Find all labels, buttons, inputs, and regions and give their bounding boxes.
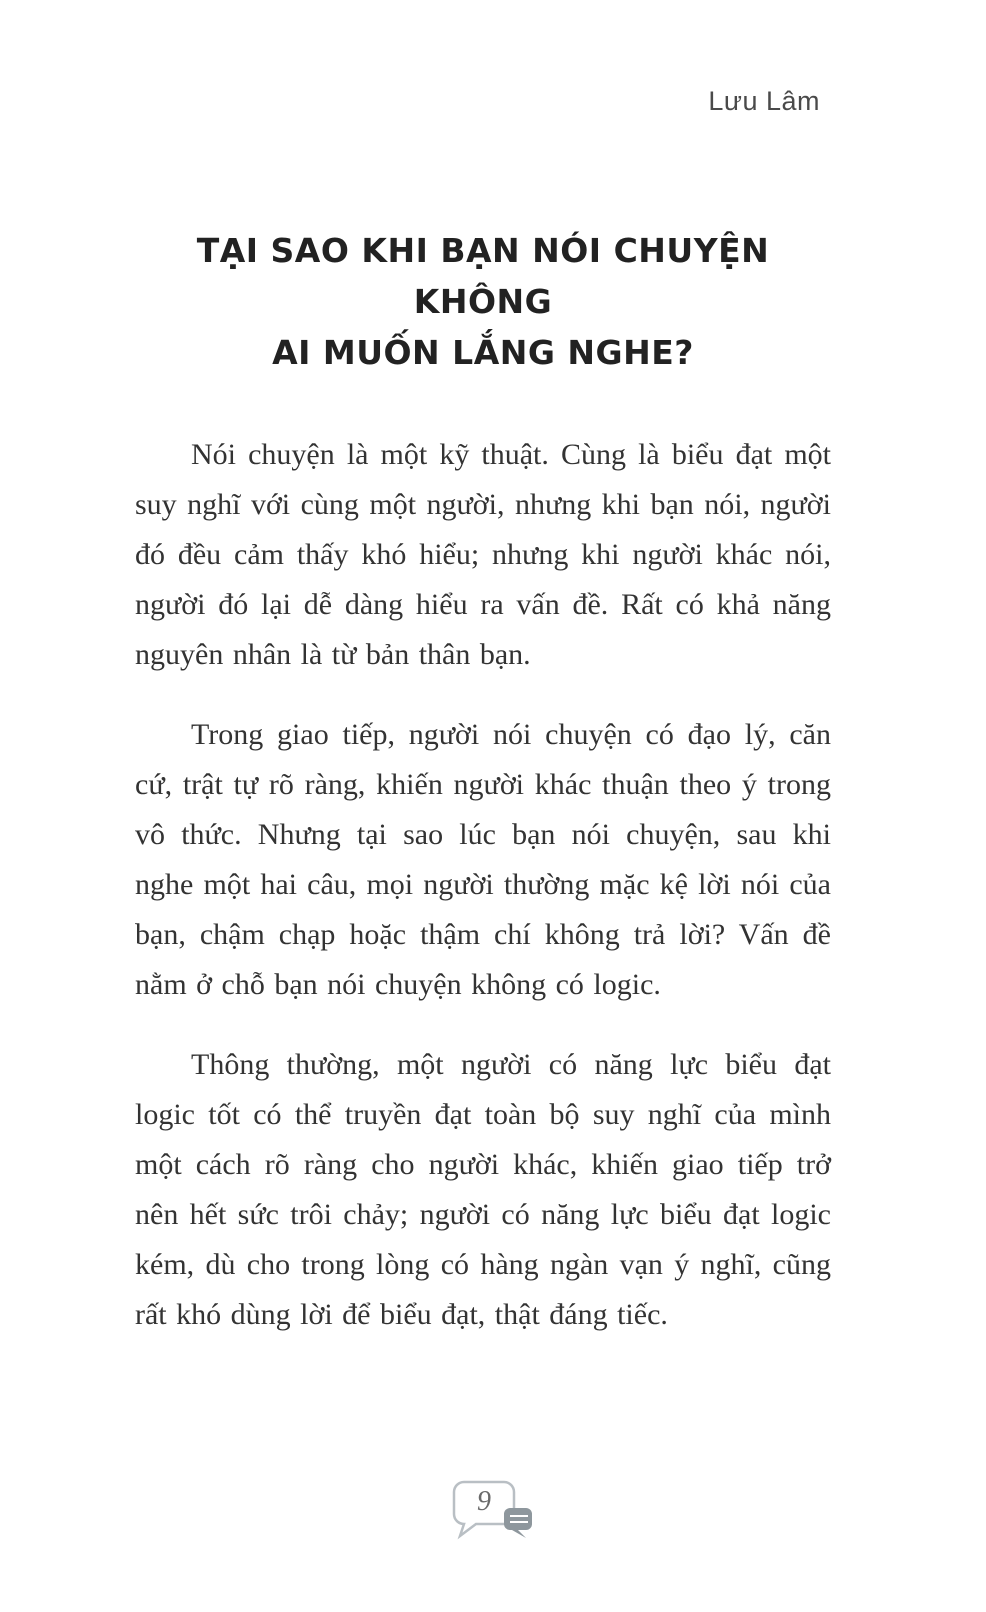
chapter-title-line1: TẠI SAO KHI BẠN NÓI CHUYỆN KHÔNG [196,231,770,322]
chapter-title-line2: AI MUỐN LẮNG NGHE? [272,333,694,373]
page-footer [0,1478,986,1540]
paragraph-2: Trong giao tiếp, người nói chuyện có đạo lý, căn cứ, trật tự rõ ràng, khiến người khác thuận theo ý trong vô thức. Nhưng tại sao lúc bạn nói chuyện, sau khi nghe một hai câu, mọi người thường mặc kệ lời nói của bạn, chậm chạp hoặc thậm chí không trả lời? Vấn đề nằm ở chỗ bạn nói chuyện không có logic. [135,718,831,1002]
page-number-ornament [450,1478,536,1540]
chapter-title [135,225,831,378]
paragraph-1: Nói chuyện là một kỹ thuật. Cùng là biểu đạt một suy nghĩ với cùng một người, nhưng khi bạn nói, người đó đều cảm thấy khó hiểu; nhưng khi người khác nói, người đó lại dễ dàng hiểu ra vấn đề. Rất có khả năng nguyên nhân là từ bản thân bạn. [135,438,831,672]
paragraph-3: Thông thường, một người có năng lực biểu đạt logic tốt có thể truyền đạt toàn bộ suy nghĩ của mình một cách rõ ràng cho người khác, khiến giao tiếp trở nên hết sức trôi chảy; người có năng lực biểu đạt logic kém, dù cho trong lòng có hàng ngàn vạn ý nghĩ, cũng rất khó dùng lời để biểu đạt, thật đáng tiếc. [135,1048,831,1332]
running-head-author: Lưu Lâm [708,86,820,116]
page-content [135,225,831,1340]
page-number: 9 [477,1486,491,1517]
small-speech-bubble-icon [504,1508,532,1538]
